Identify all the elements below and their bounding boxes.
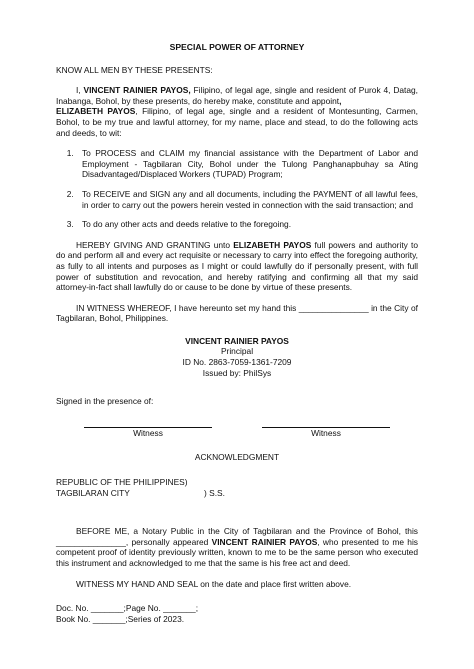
page-no-label: ;Page No. <box>123 603 164 614</box>
document-title: SPECIAL POWER OF ATTORNEY <box>169 42 305 52</box>
acknowledgment-heading: ACKNOWLEDGMENT <box>194 452 280 463</box>
witness-1-block <box>84 427 212 439</box>
principal-name-inline: VINCENT RAINIER PAYOS, <box>83 85 191 96</box>
notary-date-blank[interactable]: _______________ <box>56 536 126 547</box>
witness-1-label: Witness <box>133 427 163 438</box>
venue-republic: REPUBLIC OF THE PHILIPPINES) <box>56 477 188 488</box>
venue-city: TAGBILARAN CITY <box>56 487 130 498</box>
in-witness-lead: IN WITNESS WHEREOF, I have hereunto set my hand this <box>76 302 299 313</box>
granting-tail: full powers and authority to do and perform all and every act requisite or necessary to carry into effect the foregoing authority, as fully to all intents and purposes as I might or could lawfully do if personally present, with full power of substitution and revocation, and hereby ratifying and confirming all that my said attorney-in-fact shall lawfully do or cause to be done by virtue of these presents. <box>56 239 419 293</box>
appointment-comma: , <box>339 95 342 106</box>
principal-id: ID No. 2863-7059-1361-7209 <box>182 357 292 368</box>
agent-name-inline: ELIZABETH PAYOS <box>56 106 136 117</box>
notary-principal-name: VINCENT RAINIER PAYOS <box>211 536 318 547</box>
granting-paragraph <box>56 240 418 293</box>
signed-presence-label: Signed in the presence of: <box>56 396 154 407</box>
page-no-blank[interactable]: _______ <box>163 603 196 614</box>
venue-block <box>56 477 418 498</box>
appointment-tail: , Filipino, of legal age, single and a resident of Montesunting, Carmen, Bohol, to be my true and lawful attorney, for my name, place and stead, to do the following acts and deeds, to wit: <box>56 106 418 138</box>
appointment-paragraph <box>56 85 418 138</box>
appointment-lead: I, <box>76 85 84 96</box>
principal-role: Principal <box>220 346 254 357</box>
doc-number-block <box>56 603 418 624</box>
witness-2-block <box>262 427 390 439</box>
witness-hand-paragraph: WITNESS MY HAND AND SEAL on the date and place first written above. <box>76 578 352 589</box>
notary-mid: , personally appeared <box>125 536 212 547</box>
act-item: 2. To RECEIVE and SIGN any and all documents, including the PAYMENT of all lawful fees, in order to carry out the powers herein vested in connection with the said transaction; and <box>76 189 418 210</box>
act-item: 3. To do any other acts and deeds relative to the foregoing. <box>76 219 418 230</box>
know-all-heading: KNOW ALL MEN BY THESE PRESENTS: <box>56 64 213 75</box>
witness-2-label: Witness <box>311 427 341 438</box>
appointment-mid: Filipino, of legal age, single and resident of Purok 4, Datag, Inabanga, Bohol, by these presents, do hereby make, constitute and appoint <box>56 85 419 106</box>
agent-name-granting: ELIZABETH PAYOS <box>233 239 312 250</box>
act-item: 1. To PROCESS and CLAIM my financial assistance with the Department of Labor and Employment - Tagbilaran City, Bohol under the Tulong Panghanapbuhay sa Ating Disadvantaged/Displaced Workers (TUPAD) Program; <box>76 148 418 180</box>
acts-list <box>56 148 418 230</box>
principal-name: VINCENT RAINIER PAYOS <box>185 335 289 346</box>
date-blank[interactable]: _______________ <box>298 302 369 313</box>
in-witness-paragraph <box>56 303 418 324</box>
book-no-label: Book No. <box>56 613 93 624</box>
doc-no-blank[interactable]: _______ <box>90 603 124 614</box>
book-no-blank[interactable]: _______ <box>92 613 126 624</box>
notary-lead: BEFORE ME, a Notary Public in the City of Tagbilaran and the Province of Bohol, this <box>76 526 418 537</box>
venue-ss: ) S.S. <box>204 487 225 498</box>
series-label: ;Series of 2023. <box>125 613 185 624</box>
page-no-end: ; <box>195 603 199 614</box>
principal-id-issuer: Issued by: PhilSys <box>202 367 272 378</box>
principal-signature-block <box>56 336 418 378</box>
notary-paragraph <box>56 526 418 568</box>
witness-row <box>56 427 418 439</box>
granting-lead: HEREBY GIVING AND GRANTING unto <box>76 239 234 250</box>
in-witness-tail: in the City of Tagbilaran, Bohol, Philippines. <box>56 302 418 324</box>
notary-tail: , who presented to me his competent proof of identity previously written, known to me to be the same person who executed this instrument and acknowledged to me that the same is his free act and deed. <box>56 536 418 568</box>
doc-no-label: Doc. No. <box>56 603 91 614</box>
